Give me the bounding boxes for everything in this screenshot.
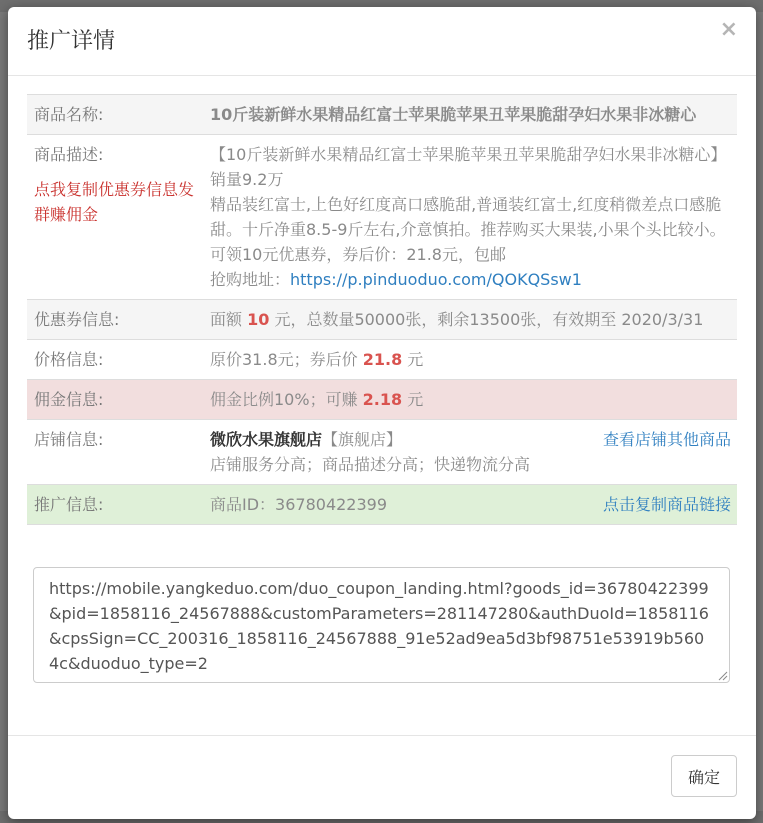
dialog-title: 推广详情	[27, 29, 116, 54]
row-product-name	[27, 95, 737, 135]
label-promo-info: 推广信息:	[27, 485, 203, 525]
desc-body: 精品装红富士,上色好红度高口感脆甜,普通装红富士,红度稍微差点口感脆甜。十斤净重8.5-9斤左右,介意慎拍。推荐购买大果装,小果个头比较小。	[210, 195, 726, 239]
promo-info	[203, 485, 737, 525]
label-product-name: 商品名称:	[27, 95, 203, 135]
shop-info	[203, 420, 737, 485]
row-price-info	[27, 340, 737, 380]
coupon-info	[203, 300, 737, 340]
copy-product-link[interactable]: 点击复制商品链接	[602, 495, 731, 514]
commission-unit: 元	[402, 390, 424, 409]
row-promo-info	[27, 485, 737, 525]
product-id: 商品ID：36780422399	[210, 495, 388, 514]
shop-name: 微欣水果旗舰店	[210, 430, 323, 449]
row-product-desc	[27, 135, 737, 300]
price-prefix: 原价31.8元；券后价	[210, 350, 363, 369]
shop-type: 【旗舰店】	[322, 430, 403, 449]
label-product-desc	[27, 135, 203, 300]
shop-scores: 店铺服务分高；商品描述分高；快递物流分高	[210, 455, 531, 474]
label-price-info: 价格信息:	[27, 340, 203, 380]
close-icon[interactable]: ×	[719, 17, 738, 42]
commission-prefix: 佣金比例10%；可赚	[210, 390, 363, 409]
dialog-footer	[8, 735, 756, 819]
promo-url-textarea[interactable]	[33, 567, 730, 683]
label-product-desc-text: 商品描述:	[34, 145, 104, 164]
copy-coupon-info-link[interactable]: 点我复制优惠券信息发群赚佣金	[34, 180, 195, 224]
ok-button[interactable]: 确定	[671, 755, 737, 797]
price-info	[203, 340, 737, 380]
label-coupon-info: 优惠券信息:	[27, 300, 203, 340]
commission-amount: 2.18	[362, 390, 403, 409]
row-commission-info	[27, 380, 737, 420]
desc-coupon-line: 可领10元优惠券，券后价：21.8元，包邮	[210, 245, 506, 264]
coupon-amount: 10	[247, 310, 270, 329]
coupon-suffix: 元，总数量50000张，剩余13500张，有效期至 2020/3/31	[269, 310, 704, 329]
view-shop-products-link[interactable]: 查看店铺其他商品	[602, 430, 731, 449]
buy-url-link[interactable]: https://p.pinduoduo.com/QOKQSsw1	[290, 270, 582, 289]
resize-grip-icon[interactable]	[716, 669, 728, 681]
row-coupon-info	[27, 300, 737, 340]
buy-url-label: 抢购地址：	[210, 270, 291, 289]
final-price: 21.8	[362, 350, 403, 369]
desc-title-line: 【10斤装新鲜水果精品红富士苹果脆苹果丑苹果脆甜孕妇水果非冰糖心】 销量9.2万	[210, 145, 727, 189]
price-unit: 元	[402, 350, 424, 369]
coupon-prefix: 面额	[210, 310, 248, 329]
commission-info	[203, 380, 737, 420]
label-commission-info: 佣金信息:	[27, 380, 203, 420]
label-shop-info: 店铺信息:	[27, 420, 203, 485]
promotion-detail-dialog	[8, 7, 756, 819]
product-desc	[203, 135, 737, 300]
detail-table	[27, 94, 737, 525]
desc-buy-line	[210, 267, 731, 292]
product-name: 10斤装新鲜水果精品红富士苹果脆苹果丑苹果脆甜孕妇水果非冰糖心	[203, 95, 737, 135]
row-shop-info	[27, 420, 737, 485]
dialog-header	[8, 7, 756, 76]
